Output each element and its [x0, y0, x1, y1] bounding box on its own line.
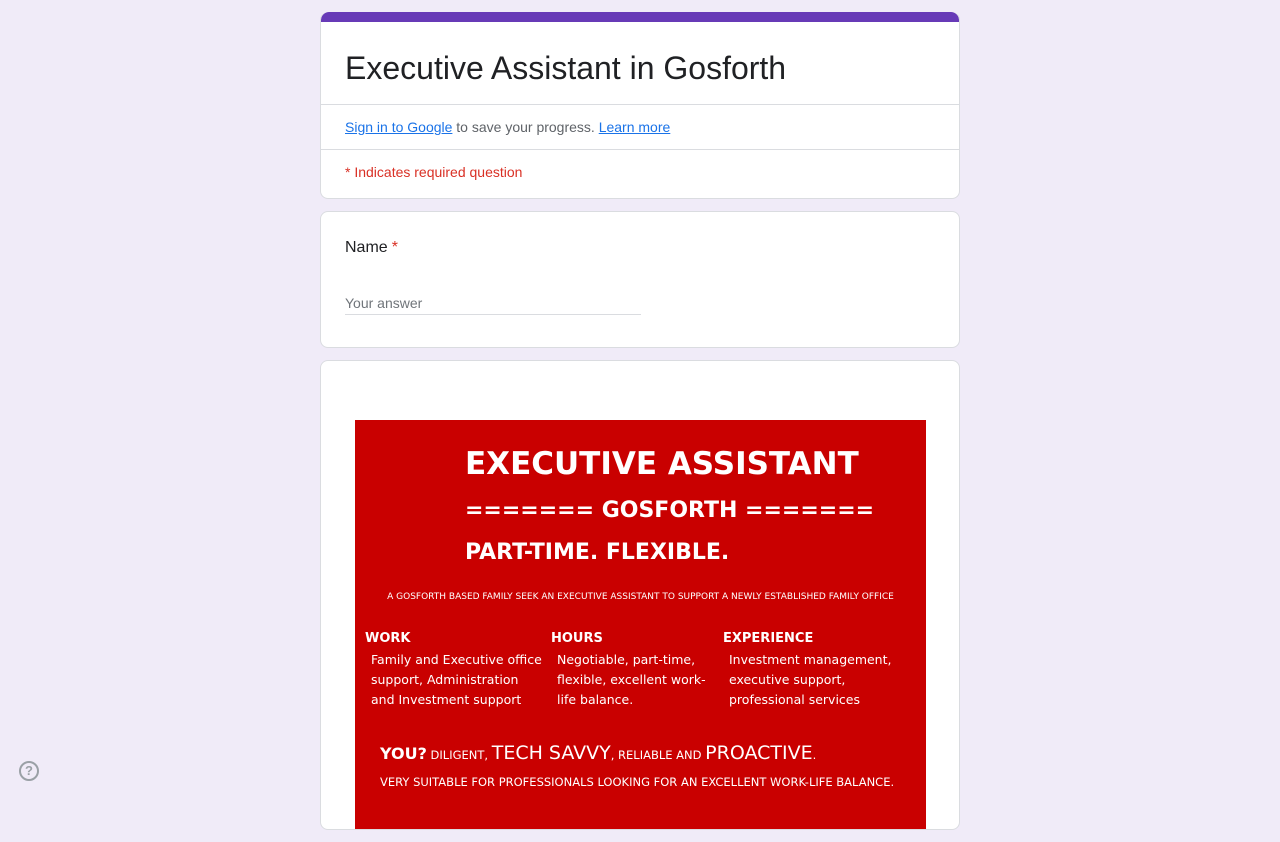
accent-bar	[321, 12, 959, 22]
column-body: Negotiable, part-time, flexible, excellent work-life balance.	[557, 652, 706, 707]
column-heading: HOURS	[551, 631, 603, 646]
column-heading: WORK	[365, 631, 411, 646]
poster-terms: PART-TIME. FLEXIBLE.	[465, 540, 730, 565]
poster-intro: A GOSFORTH BASED FAMILY SEEK AN EXECUTIVE ASSISTANT TO SUPPORT A NEWLY ESTABLISHED FAMILY OFFICE	[387, 592, 894, 602]
learn-more-link[interactable]: Learn more	[598, 119, 671, 135]
job-poster-image	[355, 420, 926, 830]
you-text: .	[812, 748, 817, 762]
question-title: Name	[345, 239, 388, 256]
help-icon[interactable]: ?	[19, 761, 39, 781]
poster-you-line	[380, 742, 816, 764]
column-heading: EXPERIENCE	[723, 631, 814, 646]
poster-column-work	[365, 631, 545, 710]
required-star: *	[391, 239, 398, 256]
signin-row	[321, 105, 959, 149]
column-body: Investment management, executive support, professional services	[729, 652, 892, 707]
you-text: PROACTIVE	[705, 742, 813, 764]
poster-location: ======= GOSFORTH =======	[465, 498, 875, 523]
signin-text: to save your progress.	[452, 119, 599, 135]
sign-in-link[interactable]: Sign in to Google	[345, 119, 453, 135]
form-header-card	[320, 12, 960, 199]
name-question-card	[320, 211, 960, 348]
you-text: DILIGENT,	[426, 748, 492, 762]
required-note: * Indicates required question	[345, 164, 523, 180]
form-container	[320, 12, 960, 842]
form-title: Executive Assistant in Gosforth	[345, 50, 787, 86]
name-answer-input[interactable]	[345, 292, 641, 315]
poster-column-hours	[551, 631, 723, 710]
question-label	[345, 238, 398, 258]
you-text: TECH SAVVY	[491, 742, 611, 764]
poster-title: EXECUTIVE ASSISTANT	[465, 446, 859, 482]
you-text: , RELIABLE AND	[610, 748, 706, 762]
column-body: Family and Executive office support, Administration and Investment support	[371, 652, 542, 707]
poster-column-experience	[723, 631, 923, 710]
image-card	[320, 360, 960, 830]
poster-suitable: VERY SUITABLE FOR PROFESSIONALS LOOKING FOR AN EXCELLENT WORK-LIFE BALANCE.	[380, 775, 895, 789]
you-label: YOU?	[380, 744, 427, 763]
